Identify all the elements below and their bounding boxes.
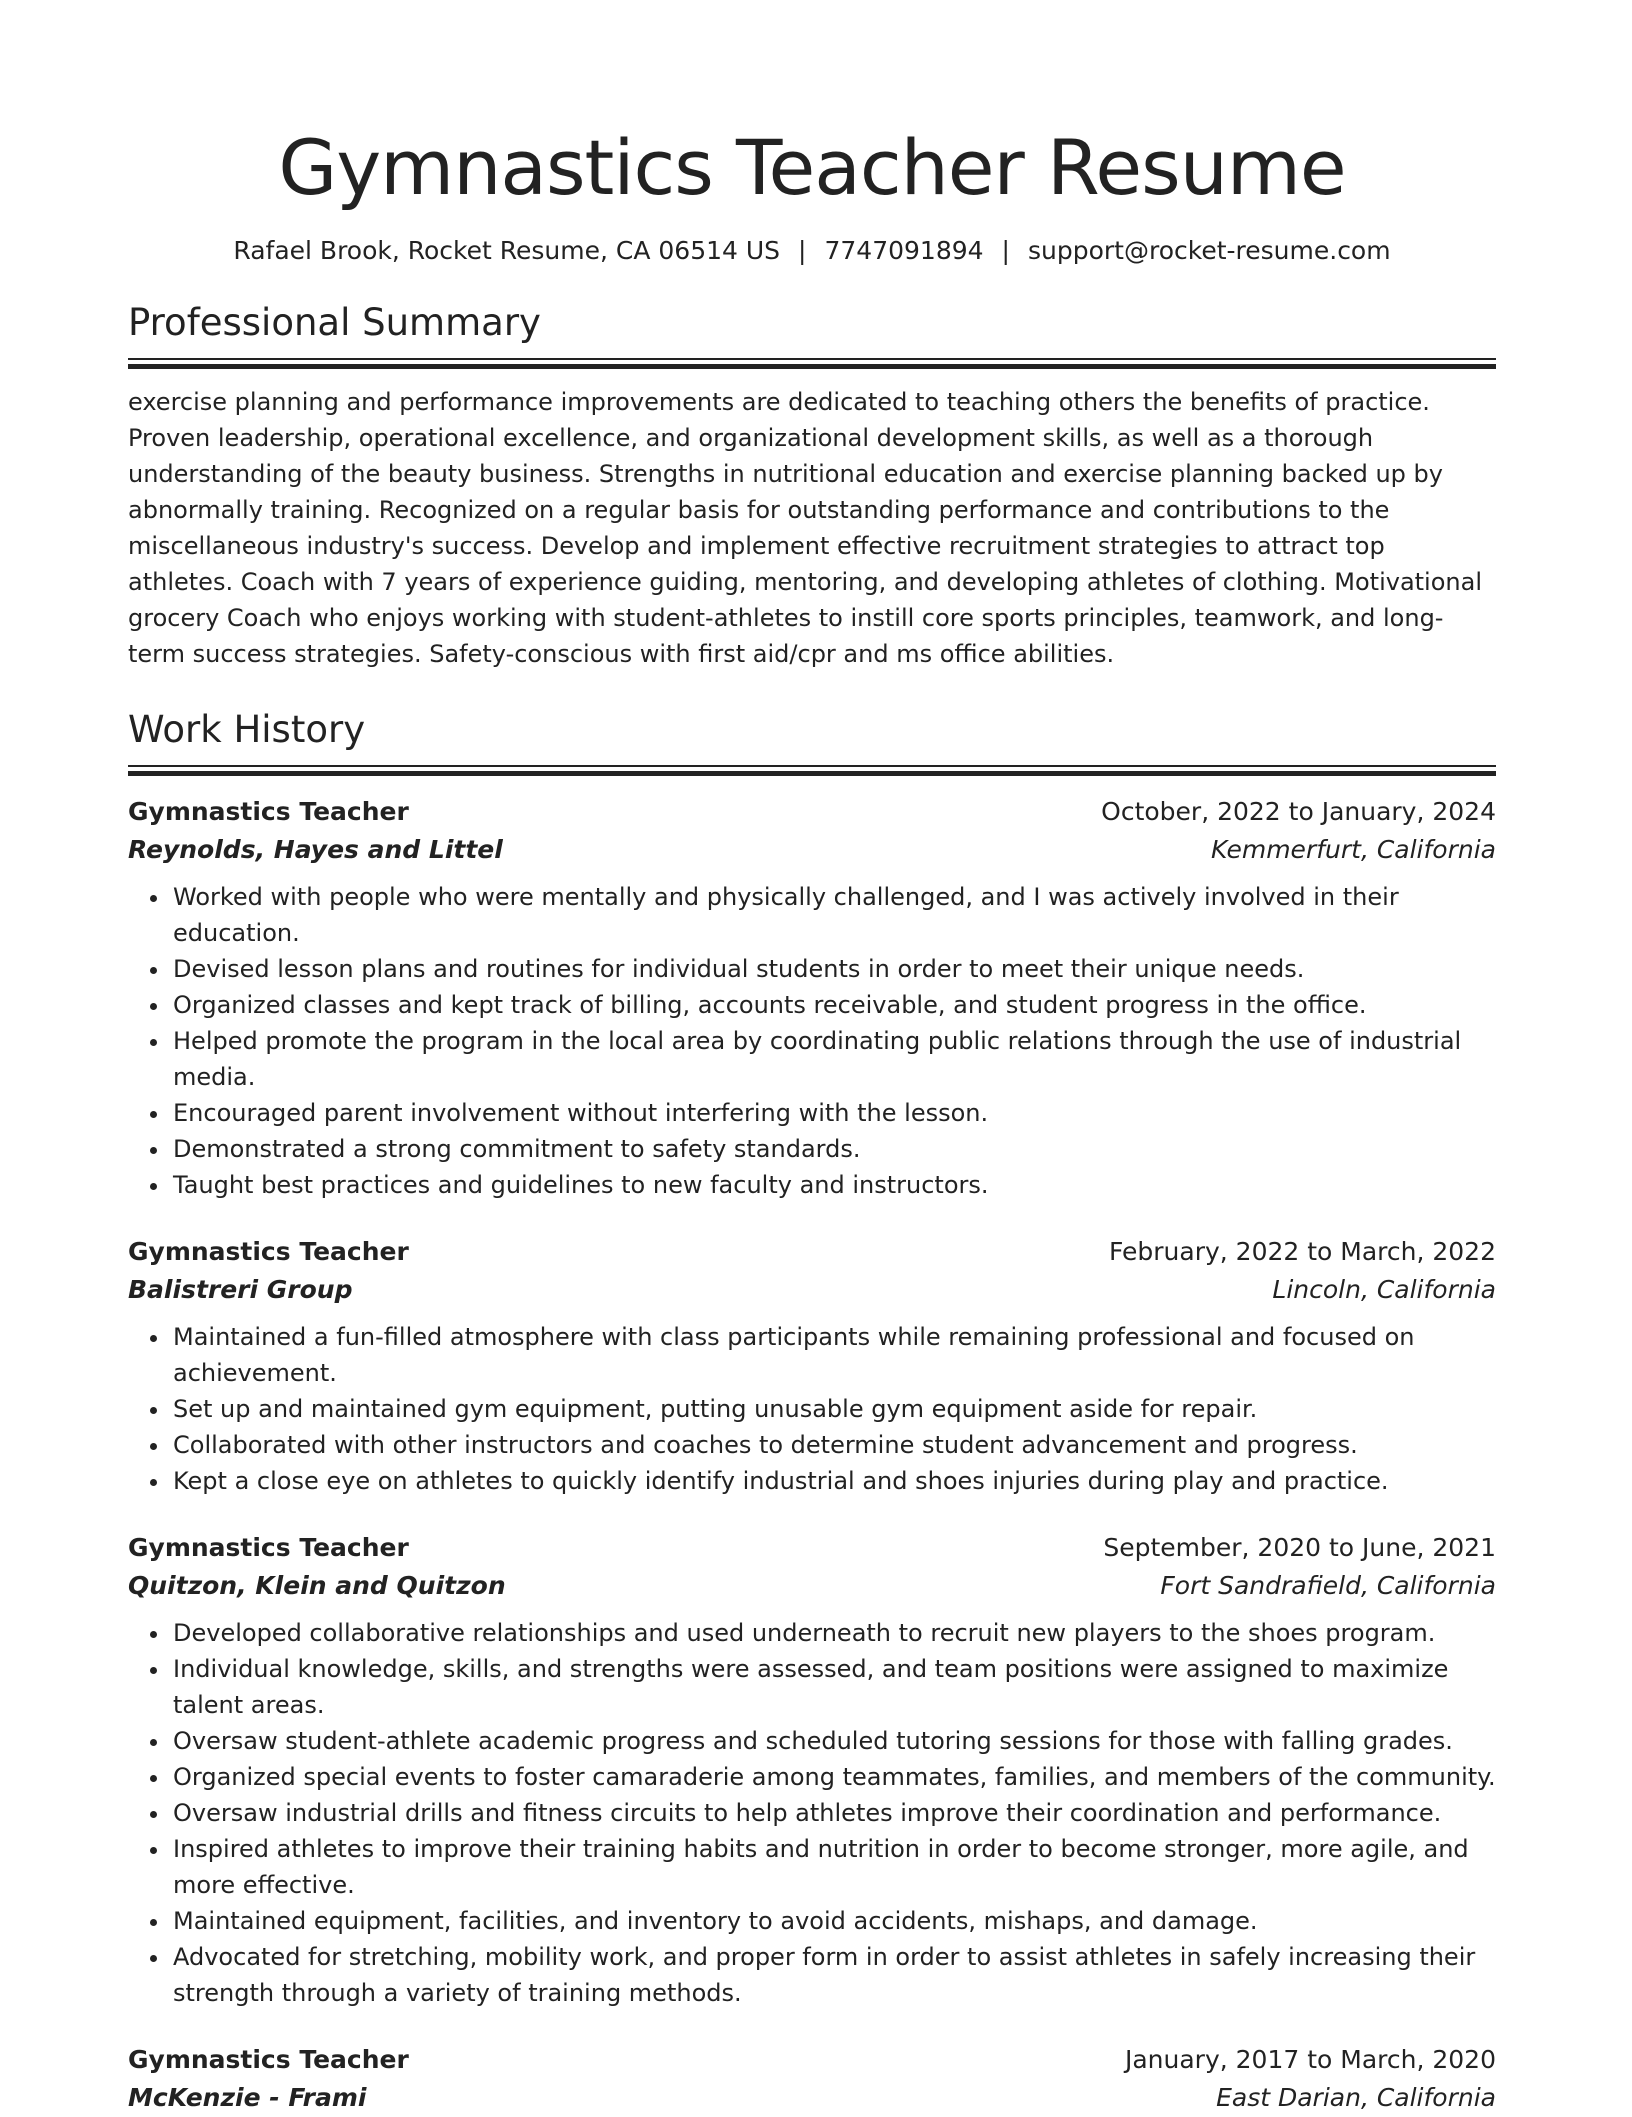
job-bullet: • Set up and maintained gym equipment, putting unusable gym equipment aside for repair. xyxy=(171,1391,1496,1427)
job-bullet: • Oversaw student-athlete academic progress and scheduled tutoring sessions for those with falling grades. xyxy=(171,1723,1496,1759)
job-title: Gymnastics Teacher xyxy=(128,1533,409,1562)
job-bullet: • Organized special events to foster camaraderie among teammates, families, and members of the community. xyxy=(171,1759,1496,1795)
job-bullet: • Helped promote the program in the local area by coordinating public relations through the use of industrial media. xyxy=(171,1023,1496,1095)
job-bullet: • Taught best practices and guidelines to new faculty and instructors. xyxy=(171,1167,1496,1203)
job-company-row xyxy=(128,1271,1496,1309)
job-title: Gymnastics Teacher xyxy=(128,1237,409,1266)
job-bullet: • Devised lesson plans and routines for individual students in order to meet their unique needs. xyxy=(171,951,1496,987)
job-header-row xyxy=(128,1233,1496,1271)
job-bullet: • Developed collaborative relationships and used underneath to recruit new players to the shoes program. xyxy=(171,1615,1496,1651)
job-bullet-list xyxy=(128,1615,1496,2011)
job-entry xyxy=(128,1233,1496,1499)
job-bullet: • Maintained a fun-filled atmosphere with class participants while remaining professional and focused on achievement. xyxy=(171,1319,1496,1391)
job-title: Gymnastics Teacher xyxy=(128,797,409,826)
summary-section xyxy=(128,301,1496,672)
job-location: Kemmerfurt, California xyxy=(1210,835,1496,864)
contact-address: Rafael Brook, Rocket Resume, CA 06514 US xyxy=(233,236,781,265)
section-divider xyxy=(128,765,1496,775)
job-bullet: • Collaborated with other instructors and coaches to determine student advancement and progress. xyxy=(171,1427,1496,1463)
job-entry xyxy=(128,2041,1496,2117)
job-company: Balistreri Group xyxy=(128,1275,353,1304)
job-entry xyxy=(128,793,1496,1203)
job-bullet: • Maintained equipment, facilities, and inventory to avoid accidents, mishaps, and damage. xyxy=(171,1903,1496,1939)
contact-email: support@rocket-resume.com xyxy=(1027,236,1391,265)
job-dates: October, 2022 to January, 2024 xyxy=(1101,797,1496,826)
job-list xyxy=(128,793,1496,2117)
contact-phone: 7747091894 xyxy=(824,236,984,265)
job-bullet: • Encouraged parent involvement without interfering with the lesson. xyxy=(171,1095,1496,1131)
job-dates: February, 2022 to March, 2022 xyxy=(1108,1237,1496,1266)
job-location: Lincoln, California xyxy=(1272,1275,1496,1304)
resume-title: Gymnastics Teacher Resume xyxy=(278,123,1346,212)
job-bullet: • Kept a close eye on athletes to quickly identify industrial and shoes injuries during play and practice. xyxy=(171,1463,1496,1499)
job-company: McKenzie - Frami xyxy=(128,2083,367,2112)
job-bullet: • Organized classes and kept track of billing, accounts receivable, and student progress in the office. xyxy=(171,987,1496,1023)
job-bullet-list xyxy=(128,1319,1496,1499)
job-bullet: • Advocated for stretching, mobility work, and proper form in order to assist athletes in safely increasing their strength through a variety of training methods. xyxy=(171,1939,1496,2011)
job-dates: January, 2017 to March, 2020 xyxy=(1124,2045,1496,2074)
job-dates: September, 2020 to June, 2021 xyxy=(1103,1533,1496,1562)
resume-page xyxy=(128,0,1496,2117)
job-company: Quitzon, Klein and Quitzon xyxy=(128,1571,506,1600)
job-company-row xyxy=(128,1567,1496,1605)
job-header-row xyxy=(128,793,1496,831)
job-bullet: • Demonstrated a strong commitment to safety standards. xyxy=(171,1131,1496,1167)
summary-text: exercise planning and performance improvements are dedicated to teaching others the benefits of practice. Proven leadership, operational excellence, and organizational development skills, as well as a thorough understanding of the beauty business. Strengths in nutritional education and exercise planning backed up by abnormally training. Recognized on a regular basis for outstanding performance and contributions to the miscellaneous industry's success. Develop and implement effective recruitment strategies to attract top athletes. Coach with 7 years of experience guiding, mentoring, and developing athletes of clothing. Motivational grocery Coach who enjoys working with student-athletes to instill core sports principles, teamwork, and long-term success strategies. Safety-conscious with first aid/cpr and ms office abilities. xyxy=(128,388,1482,668)
job-bullet: • Inspired athletes to improve their training habits and nutrition in order to become stronger, more agile, and more effective. xyxy=(171,1831,1496,1903)
job-company-row xyxy=(128,2079,1496,2117)
job-title: Gymnastics Teacher xyxy=(128,2045,409,2074)
job-header-row xyxy=(128,2041,1496,2079)
summary-heading: Professional Summary xyxy=(128,301,541,344)
job-location: Fort Sandrafield, California xyxy=(1160,1571,1496,1600)
work-history-section xyxy=(128,708,1496,2117)
job-entry xyxy=(128,1529,1496,2011)
contact-line xyxy=(128,236,1496,265)
job-header-row xyxy=(128,1529,1496,1567)
section-divider xyxy=(128,358,1496,368)
contact-separator: | xyxy=(798,236,807,265)
job-bullet: • Worked with people who were mentally and physically challenged, and I was actively involved in their education. xyxy=(171,879,1496,951)
job-company-row xyxy=(128,831,1496,869)
job-location: East Darian, California xyxy=(1216,2083,1496,2112)
contact-separator: | xyxy=(1001,236,1010,265)
job-bullet-list xyxy=(128,879,1496,1203)
job-company: Reynolds, Hayes and Littel xyxy=(128,835,503,864)
job-bullet: • Individual knowledge, skills, and strengths were assessed, and team positions were assigned to maximize talent areas. xyxy=(171,1651,1496,1723)
work-history-heading: Work History xyxy=(128,708,366,751)
job-bullet: • Oversaw industrial drills and fitness circuits to help athletes improve their coordination and performance. xyxy=(171,1795,1496,1831)
